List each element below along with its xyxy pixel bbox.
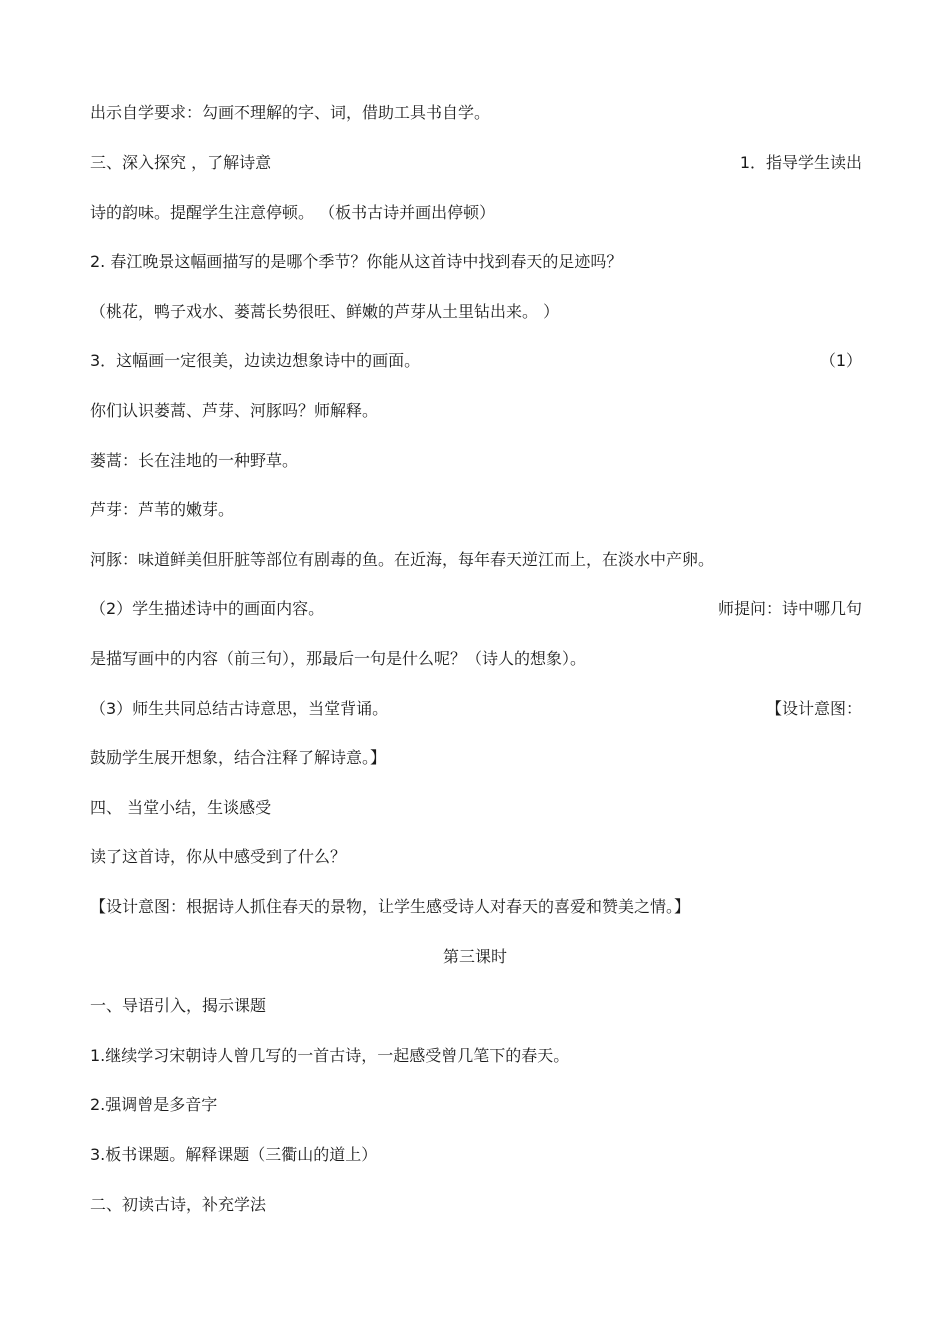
paragraph: 你们认识蒌蒿、芦芽、河豚吗？师解释。	[90, 401, 379, 420]
section-heading: 二、初读古诗，补充学法	[90, 1195, 267, 1214]
paragraph-text: （2）学生描述诗中的画面内容。	[90, 599, 325, 618]
paragraph	[90, 349, 862, 373]
paragraph-continuation: （1）	[819, 351, 862, 370]
paragraph: 出示自学要求：勾画不理解的字、词，借助工具书自学。	[90, 103, 491, 122]
paragraph: 1.继续学习宋朝诗人曾几写的一首古诗，一起感受曾几笔下的春天。	[90, 1046, 570, 1065]
paragraph-continuation: 【设计意图：	[765, 699, 862, 718]
paragraph: 诗的韵味。提醒学生注意停顿。 （板书古诗并画出停顿）	[90, 203, 496, 222]
section-heading-text: 三、深入探究 ，了解诗意	[90, 153, 272, 172]
paragraph-text: 3．这幅画一定很美，边读边想象诗中的画面。	[90, 351, 421, 370]
paragraph	[90, 697, 862, 721]
design-intent-note: 【设计意图：根据诗人抓住春天的景物，让学生感受诗人对春天的喜爱和赞美之情。】	[90, 897, 691, 916]
section-heading: 一、导语引入，揭示课题	[90, 996, 267, 1015]
section-heading: 四、 当堂小结，生谈感受	[90, 798, 272, 817]
paragraph: 读了这首诗，你从中感受到了什么？	[90, 847, 347, 866]
paragraph: 2. 春江晚景这幅画描写的是哪个季节？你能从这首诗中找到春天的足迹吗？	[90, 252, 623, 271]
paragraph	[90, 597, 862, 621]
definition: 蒌蒿：长在洼地的一种野草。	[90, 451, 299, 470]
paragraph-text: （3）师生共同总结古诗意思，当堂背诵。	[90, 699, 389, 718]
definition: 芦芽：芦苇的嫩芽。	[90, 500, 235, 519]
section-heading	[90, 151, 862, 175]
definition: 河豚：味道鲜美但肝脏等部位有剧毒的鱼。在近海，每年春天逆江而上，在淡水中产卵。	[90, 550, 715, 569]
lesson-title: 第三课时	[442, 947, 507, 966]
paragraph: 2.强调曾是多音字	[90, 1095, 218, 1114]
paragraph: 鼓励学生展开想象，结合注释了解诗意。】	[90, 748, 387, 767]
paragraph: 3.板书课题。解释课题（三衢山的道上）	[90, 1145, 378, 1164]
paragraph-continuation: 师提问：诗中哪几句	[717, 599, 862, 618]
paragraph: 是描写画中的内容（前三句），那最后一句是什么呢？（诗人的想象）。	[90, 649, 587, 668]
paragraph: （桃花，鸭子戏水、蒌蒿长势很旺、鲜嫩的芦芽从土里钻出来。 ）	[90, 302, 560, 321]
paragraph-continuation: 1．指导学生读出	[739, 153, 862, 172]
